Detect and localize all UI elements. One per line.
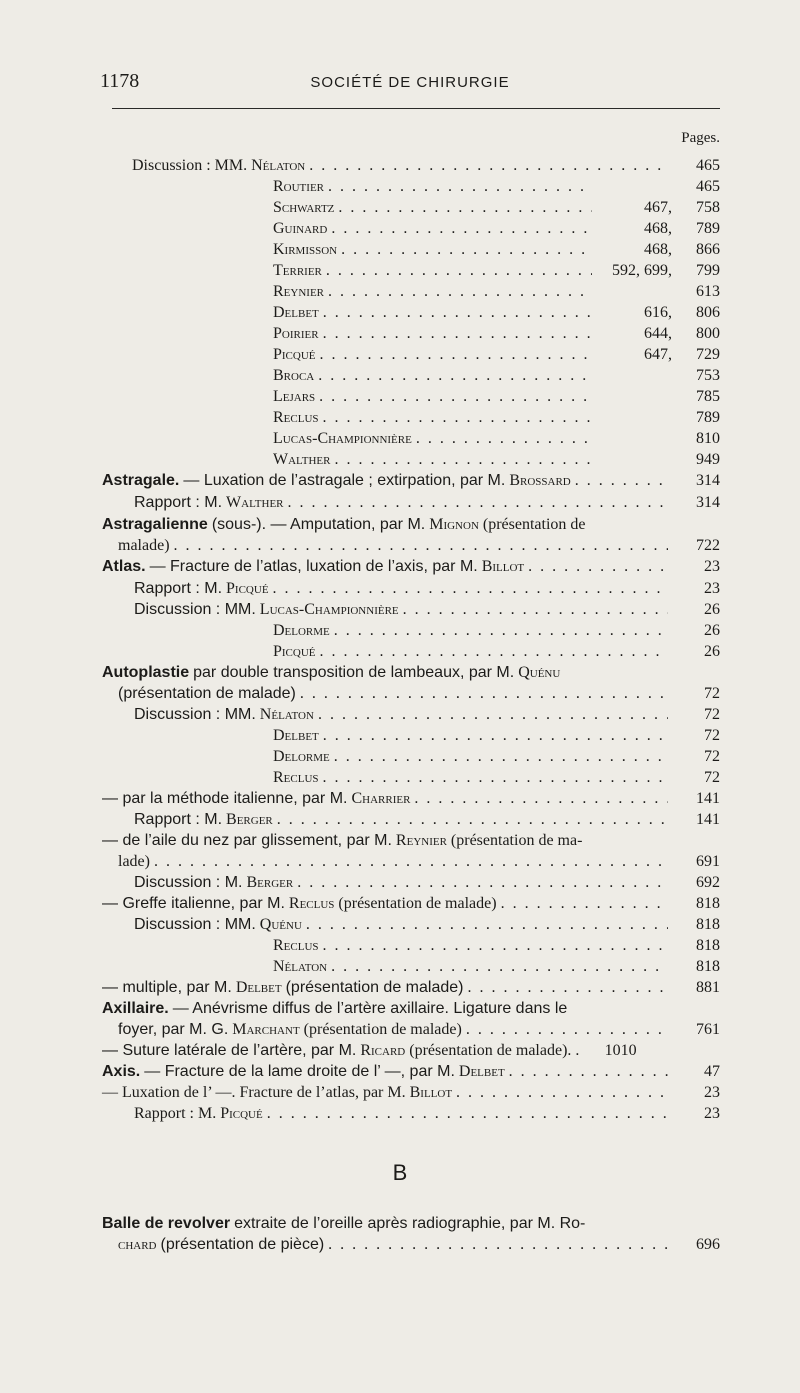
section-letter: B — [392, 1160, 408, 1185]
author-name: Mignon — [429, 516, 479, 533]
author-name: Walther — [226, 494, 284, 511]
page-ref: 696 — [696, 1236, 720, 1253]
discussion-label: Discussion : MM. — [132, 157, 248, 174]
author-name: Brossard — [509, 472, 571, 489]
page-ref: 47 — [704, 1063, 720, 1080]
index-line — [134, 914, 720, 935]
page-ref: 72 — [704, 748, 720, 765]
author-name: Lejars — [273, 388, 316, 405]
index-line — [273, 365, 720, 386]
index-line: — par la méthode italienne, par M. Charrier . . . 141 — [102, 788, 720, 809]
author-name: Lucas-Championnière — [259, 601, 399, 618]
author-name: Routier — [273, 178, 324, 195]
author-name: Quénu — [259, 916, 302, 933]
index-line — [273, 323, 720, 344]
index-line: Atlas. — Fracture de l’atlas, luxation de l’axis, par M. Billot . . . 23 — [102, 556, 720, 577]
index-line — [273, 344, 720, 365]
page-ref: 800 — [696, 325, 720, 342]
index-line — [273, 407, 720, 428]
author-name: Terrier — [273, 262, 322, 279]
index-line — [134, 599, 720, 620]
author-name: Reynier — [273, 283, 324, 300]
author-name: Picqué — [273, 643, 316, 660]
author-name: Ricard — [360, 1042, 406, 1059]
author-name: Delbet — [458, 1063, 505, 1080]
author-name: Delorme — [273, 622, 330, 639]
index-line: Astragale. — Luxation de l’astragale ; extirpation, par M. Brossard . . . 314 — [102, 470, 720, 491]
author-name: Reclus — [288, 895, 335, 912]
page-ref: 23 — [704, 1084, 720, 1101]
page-ref: 314 — [696, 472, 720, 489]
author-name: Picqué — [220, 1105, 263, 1122]
author-name: Kirmisson — [273, 241, 338, 258]
header-rule — [112, 108, 720, 109]
index-line — [273, 386, 720, 407]
author-name: Marchant — [232, 1021, 300, 1038]
author-name: Lucas-Championnière — [273, 430, 412, 447]
page-ref: 789 — [696, 220, 720, 237]
index-line — [273, 725, 720, 746]
author-name: chard — [118, 1236, 157, 1253]
page-ref: 26 — [704, 601, 720, 618]
page-ref: 818 — [696, 916, 720, 933]
page-header — [100, 68, 720, 98]
author-name: Reclus — [273, 769, 319, 786]
page-ref: 866 — [696, 241, 720, 258]
index-line: Rapport : M. Picqué . . . 23 — [134, 578, 720, 599]
index-line — [273, 746, 720, 767]
discussion-label: Discussion : MM. — [134, 706, 256, 723]
page-ref: 753 — [696, 367, 720, 384]
index-line — [273, 641, 720, 662]
author-name: Berger — [246, 874, 294, 891]
author-name: Broca — [273, 367, 315, 384]
entry-heading: Autoplastie — [102, 664, 190, 681]
index-line: Rapport : M. Walther . . . 314 — [134, 492, 720, 513]
index-line: — Greffe italienne, par M. Reclus (présentation de malade) . . . 818 — [102, 893, 720, 914]
index-line — [134, 704, 720, 725]
index-line — [273, 218, 720, 239]
author-name: Poirier — [273, 325, 319, 342]
page-number: 1178 — [100, 70, 140, 92]
index-line: foyer, par M. G. Marchant (présentation de malade) . . . 761 — [118, 1019, 720, 1040]
author-name: Quénu — [518, 664, 561, 681]
author-name: Delbet — [273, 727, 319, 744]
index-line: Rapport : M. Picqué . . . 23 — [134, 1103, 720, 1124]
page-ref: 72 — [704, 727, 720, 744]
page-ref: 26 — [704, 643, 720, 660]
entry-heading: Atlas. — [102, 558, 146, 575]
index-line — [273, 260, 720, 281]
index-line — [273, 767, 720, 788]
entry-heading: Axillaire. — [102, 1000, 169, 1017]
index-line: lade) . . . 691 — [118, 851, 720, 872]
index-line: Axillaire. — Anévrisme diffus de l’artère axillaire. Ligature dans le — [102, 1000, 568, 1017]
index-line — [132, 155, 720, 176]
page-ref: 692 — [696, 874, 720, 891]
page-ref: 72 — [704, 685, 720, 702]
page-ref: 26 — [704, 622, 720, 639]
page-ref: 141 — [696, 790, 720, 807]
index-line — [273, 281, 720, 302]
index-line: Rapport : M. Berger . . . 141 — [134, 809, 720, 830]
page-ref: 949 — [696, 451, 720, 468]
index-line: (présentation de malade) . . . 72 — [118, 683, 720, 704]
author-name: Billot — [481, 558, 525, 575]
index-line — [273, 620, 720, 641]
index-line: — Luxation de l’ —. Fracture de l’atlas, par M. Billot . . . 23 — [102, 1082, 720, 1103]
author-name: Nélaton — [259, 706, 314, 723]
index-line — [273, 428, 720, 449]
author-name: Charrier — [351, 790, 411, 807]
index-line: Astragalienne (sous-). — Amputation, par M. Mignon (présentation de — [102, 516, 586, 533]
author-name: Guinard — [273, 220, 328, 237]
page-ref: 72 — [704, 769, 720, 786]
page-ref: 465 — [696, 178, 720, 195]
page-ref: 785 — [696, 388, 720, 405]
page-ref: 23 — [704, 1105, 720, 1122]
page-ref: 465 — [696, 157, 720, 174]
page-ref: 468, — [644, 220, 672, 237]
page-ref: 613 — [696, 283, 720, 300]
page-ref: 644, — [644, 325, 672, 342]
page-ref: 799 — [696, 262, 720, 279]
page-ref: 881 — [696, 979, 720, 996]
author-name: Schwartz — [273, 199, 335, 216]
pages-column-label: Pages. — [681, 130, 720, 146]
index-line: Axis. — Fracture de la lame droite de l’ —, par M. Delbet . . . 47 — [102, 1061, 720, 1082]
page-ref: 818 — [696, 895, 720, 912]
index-line: — de l’aile du nez par glissement, par M. Reynier (présentation de ma- — [102, 832, 583, 849]
author-name: Picqué — [273, 346, 316, 363]
page-ref: 806 — [696, 304, 720, 321]
page-ref: 789 — [696, 409, 720, 426]
index-line — [134, 872, 720, 893]
index-line — [273, 197, 720, 218]
page-ref: 1010 — [604, 1042, 637, 1059]
page-ref: 691 — [696, 853, 720, 870]
author-name: Billot — [409, 1084, 453, 1101]
entry-heading: Axis. — [102, 1063, 141, 1080]
discussion-label: Discussion : MM. — [134, 916, 256, 933]
discussion-label: Discussion : MM. — [134, 601, 256, 618]
index-line — [273, 302, 720, 323]
page-ref: 468, — [644, 241, 672, 258]
page-ref: 810 — [696, 430, 720, 447]
page-ref: 722 — [696, 537, 720, 554]
discussion-label: Discussion : M. — [134, 874, 243, 891]
author-name: Delbet — [273, 304, 319, 321]
page-ref: 616, — [644, 304, 672, 321]
page-ref: 818 — [696, 958, 720, 975]
index-line: — multiple, par M. Delbet (présentation de malade) . . . 881 — [102, 977, 720, 998]
index-line: Autoplastie par double transposition de lambeaux, par M. Quénu — [102, 664, 561, 681]
index-line: Balle de revolver extraite de l’oreille après radiographie, par M. Ro- — [102, 1215, 586, 1232]
author-name: Delbet — [235, 979, 282, 996]
page-ref: 314 — [696, 494, 720, 511]
index-line — [273, 935, 720, 956]
page-ref: 592, 699, — [612, 262, 672, 279]
page-ref: 758 — [696, 199, 720, 216]
author-name: Walther — [273, 451, 331, 468]
page-ref: 23 — [704, 580, 720, 597]
author-name: Delorme — [273, 748, 330, 765]
index-line — [273, 956, 720, 977]
index-line — [273, 239, 720, 260]
entry-heading: Balle de revolver — [102, 1215, 231, 1232]
author-name: Reynier — [395, 832, 447, 849]
author-name: Nélaton — [251, 157, 306, 174]
index-line: chard (présentation de pièce) . . . 696 — [118, 1234, 720, 1255]
index-line: malade) . . . 722 — [118, 535, 720, 556]
page-ref: 23 — [704, 558, 720, 575]
page-ref: 72 — [704, 706, 720, 723]
author-name: Nélaton — [273, 958, 328, 975]
page-ref: 818 — [696, 937, 720, 954]
running-title: SOCIÉTÉ DE CHIRURGIE — [310, 74, 510, 91]
index-line — [273, 176, 720, 197]
page-ref: 761 — [696, 1021, 720, 1038]
author-name: Reclus — [273, 937, 319, 954]
author-name: Reclus — [273, 409, 319, 426]
index-line: — Suture latérale de l’artère, par M. Ricard (présentation de malade). . . . 1010 — [102, 1040, 720, 1061]
page-ref: 141 — [696, 811, 720, 828]
entry-heading: Astragalienne — [102, 516, 208, 533]
entry-heading: Astragale. — [102, 472, 180, 489]
page-ref: 647, — [644, 346, 672, 363]
author-name: Picqué — [226, 580, 269, 597]
index-line — [273, 449, 720, 470]
author-name: Berger — [226, 811, 273, 828]
page-ref: 467, — [644, 199, 672, 216]
page-ref: 729 — [696, 346, 720, 363]
